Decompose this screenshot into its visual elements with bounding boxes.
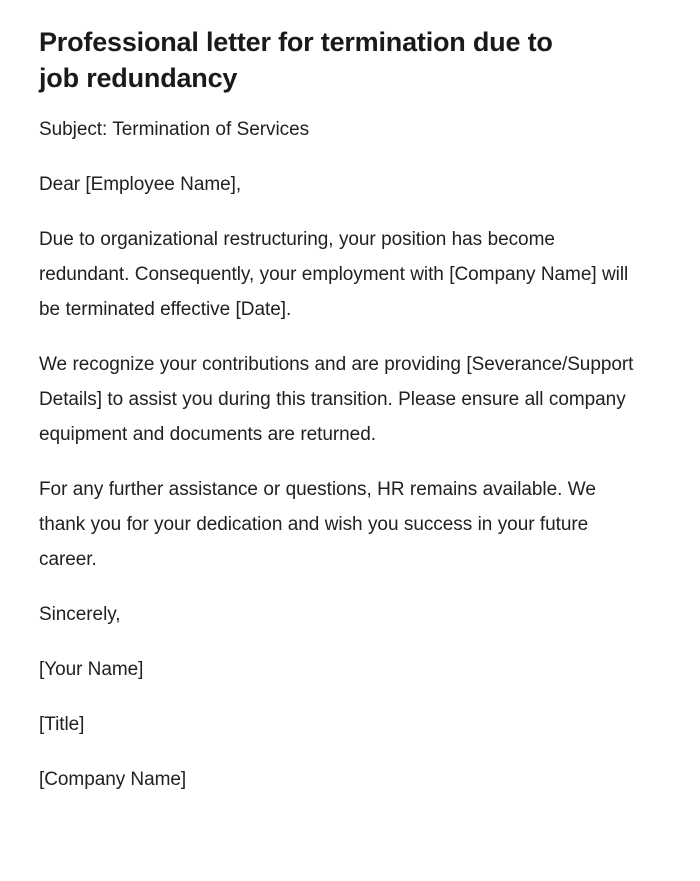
signature-title: [Title] — [39, 714, 85, 735]
body-paragraph-2: We recognize your contributions and are providing [Severance/Support Details] to assist you during this transition. Please ensure all company equipment and documents are returned. — [39, 354, 634, 445]
subject-line: Subject: Termination of Services — [39, 119, 310, 140]
closing-salutation: Sincerely, — [39, 604, 121, 625]
signature-name: [Your Name] — [39, 659, 144, 680]
salutation: Dear [Employee Name], — [39, 174, 242, 195]
letter-body — [39, 112, 640, 797]
body-paragraph-3: For any further assistance or questions, HR remains available. We thank you for your dedication and wish you success in your future career. — [39, 479, 596, 570]
signature-company: [Company Name] — [39, 769, 187, 790]
body-paragraph-1: Due to organizational restructuring, your position has become redundant. Consequently, your employment with [Company Name] will be terminated effective [Date]. — [39, 229, 629, 320]
page-title: Professional letter for termination due to job redundancy — [39, 27, 553, 93]
